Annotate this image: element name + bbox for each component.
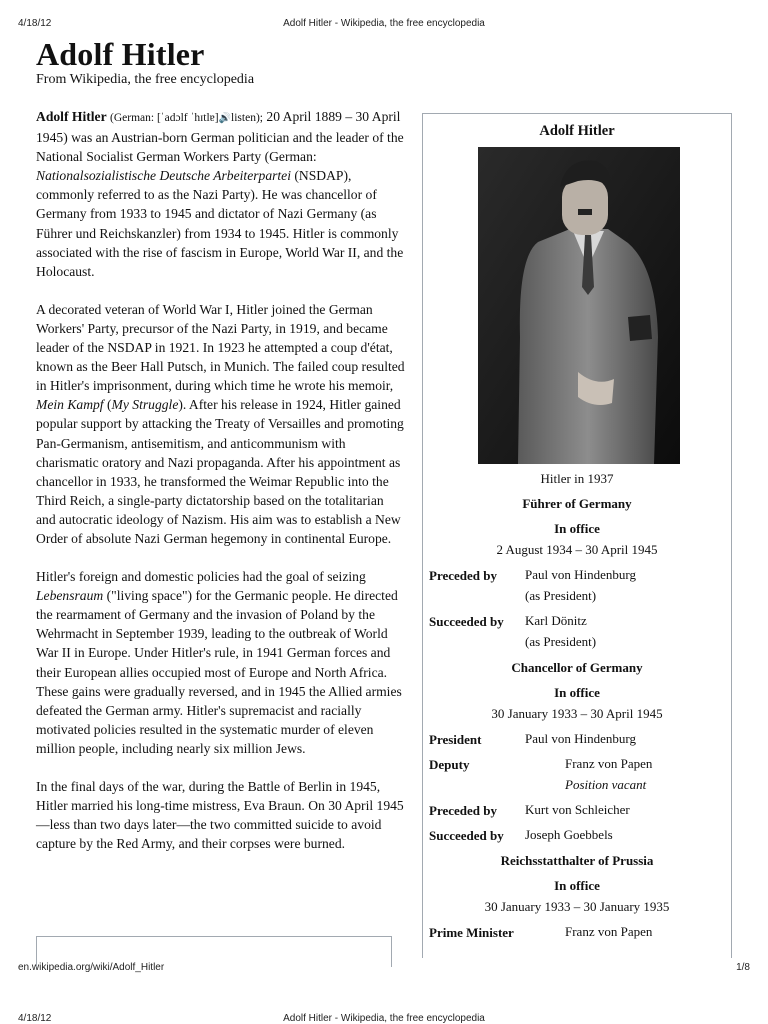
subject-name: Adolf Hitler (36, 109, 107, 124)
fuhrer-succeeded-note: (as President) (525, 634, 597, 649)
page-title: Adolf Hitler (36, 36, 205, 72)
portrait-photo[interactable] (478, 147, 680, 464)
office-fuhrer-dates: 2 August 1934 – 30 April 1945 (496, 542, 658, 557)
p2-text-b: ). After his release in 1924, Hitler gained popular support by attacking the Treaty of Versailles and promoting Pan-Germanism, antisemitism, and anticommunism with charismatic oratory and Nazi propaganda. After his appointment as chancellor in 1933, he transformed the Weimar Republic into the Third Reich, a single-party dictatorship based on the totalitarian and autocratic ideology of Nazism. His aim was to establish a New Order of absolute Nazi German hegemony in continental Europe. (36, 397, 404, 546)
lang-label: (German: (110, 112, 157, 124)
p3-text-b: ("living space") for the Germanic people. He directed the rearmament of Germany and the invasion of Poland by the Wehrmacht in September 1939, leading to the outbreak of World War II in Europe. Under Hitler's rule, in 1941 German forces and their European allies occupied most of Europe and North Africa. These gains were gradually reversed, and in 1945 the Allied armies defeated the German army. Hitler's supremacist and racially motivated policies resulted in the systematic murder of eleven million people, including nearly six million Jews. (36, 588, 402, 756)
chancellor-deputy-value[interactable]: Franz von Papen (565, 756, 653, 771)
p2-paren: ( (103, 397, 112, 413)
p3-text-a: Hitler's foreign and domestic policies had the goal of seizing (36, 569, 366, 585)
print-header-title-next: Adolf Hitler - Wikipedia, the free encyclopedia (283, 1013, 485, 1024)
p2-text-a: A decorated veteran of World War I, Hitler joined the German Workers' Party, precursor of the Nazi Party, in 1919, and became leader of the NSDAP in 1921. In 1923 he attempted a coup d'état, known as the Beer Hall Putsch, in Munich. The failed coup resulted in Hitler's imprisonment, during which time he wrote his memoir, (36, 301, 405, 394)
book-title[interactable]: Mein Kampf (36, 397, 104, 413)
article-body (36, 107, 406, 872)
tagline: From Wikipedia, the free encyclopedia (36, 72, 255, 87)
chancellor-succeeded-label: Succeeded by (429, 828, 504, 843)
chancellor-deputy-note (565, 776, 646, 793)
speaker-icon[interactable]: 🔊 (218, 113, 232, 124)
office-prussia-title: Reichsstatthalter of Prussia (500, 853, 654, 868)
office-chancellor-dates: 30 January 1933 – 30 April 1945 (491, 706, 663, 721)
office-prussia-dates: 30 January 1933 – 30 January 1935 (484, 899, 670, 914)
fuhrer-succeeded-label: Succeeded by (429, 614, 504, 629)
intro-paragraph (36, 107, 406, 281)
prussia-pm-label: Prime Minister (429, 925, 514, 940)
listen-link[interactable]: listen); (231, 112, 263, 124)
contents-box (36, 936, 392, 967)
paragraph-3 (36, 567, 406, 758)
prussia-pm-value[interactable]: Franz von Papen (565, 924, 653, 939)
chancellor-deputy-label: Deputy (429, 757, 470, 772)
fuhrer-succeeded-value[interactable]: Karl Dönitz (525, 613, 587, 628)
intro-text-a: 20 April 1889 – 30 April 1945) was an Austrian-born German politician and the leader of the National Socialist German Workers Party (German: (36, 109, 404, 165)
chancellor-succeeded-value[interactable]: Joseph Goebbels (525, 827, 613, 842)
fuhrer-preceded-label: Preceded by (429, 568, 497, 583)
print-footer-page: 1/8 (736, 962, 750, 973)
fuhrer-preceded-value[interactable]: Paul von Hindenburg (525, 567, 636, 582)
print-header-title: Adolf Hitler - Wikipedia, the free encyclopedia (283, 18, 485, 29)
paragraph-4: In the final days of the war, during the Battle of Berlin in 1945, Hitler married his long-time mistress, Eva Braun. On 30 April 1945—less than two days later—the two committed suicide to avoid capture by the Red Army, and their corpses were burned. (36, 779, 404, 852)
chancellor-president-label: President (429, 732, 482, 747)
ipa-pronunciation[interactable]: [ˈadɔlf ˈhɪtlɐ] (156, 112, 219, 124)
fuhrer-preceded-note: (as President) (525, 588, 597, 603)
portrait-caption: Hitler in 1937 (540, 471, 614, 486)
office-fuhrer-in-office: In office (554, 521, 600, 536)
print-header-date: 4/18/12 (18, 18, 52, 29)
party-german-name: Nationalsozialistische Deutsche Arbeiterpartei (36, 168, 291, 184)
paragraph-2 (36, 300, 406, 548)
chancellor-president-value[interactable]: Paul von Hindenburg (525, 731, 636, 746)
infobox (422, 113, 732, 958)
print-footer-url: en.wikipedia.org/wiki/Adolf_Hitler (18, 962, 165, 973)
book-title-english: My Struggle (111, 397, 179, 413)
office-chancellor-in-office: In office (554, 685, 600, 700)
chancellor-preceded-value[interactable]: Kurt von Schleicher (525, 802, 630, 817)
lebensraum-term[interactable]: Lebensraum (36, 588, 104, 604)
intro-text-b: (NSDAP), commonly referred to as the Nazi Party). He was chancellor of Germany from 1933 to 1945 and dictator of Nazi Germany (as Führer und Reichskanzler) from 1934 to 1945. Hitler is commonly associated with the rise of fascism in Europe, World War II, and the Holocaust. (36, 168, 404, 279)
print-header-date-next: 4/18/12 (18, 1013, 52, 1024)
deputy-note-text: Position vacant (565, 777, 647, 792)
office-fuhrer-title: Führer of Germany (522, 496, 632, 511)
infobox-title: Adolf Hitler (539, 123, 615, 139)
office-chancellor-title: Chancellor of Germany (511, 660, 643, 675)
office-prussia-in-office: In office (554, 878, 600, 893)
chancellor-preceded-label: Preceded by (429, 803, 497, 818)
